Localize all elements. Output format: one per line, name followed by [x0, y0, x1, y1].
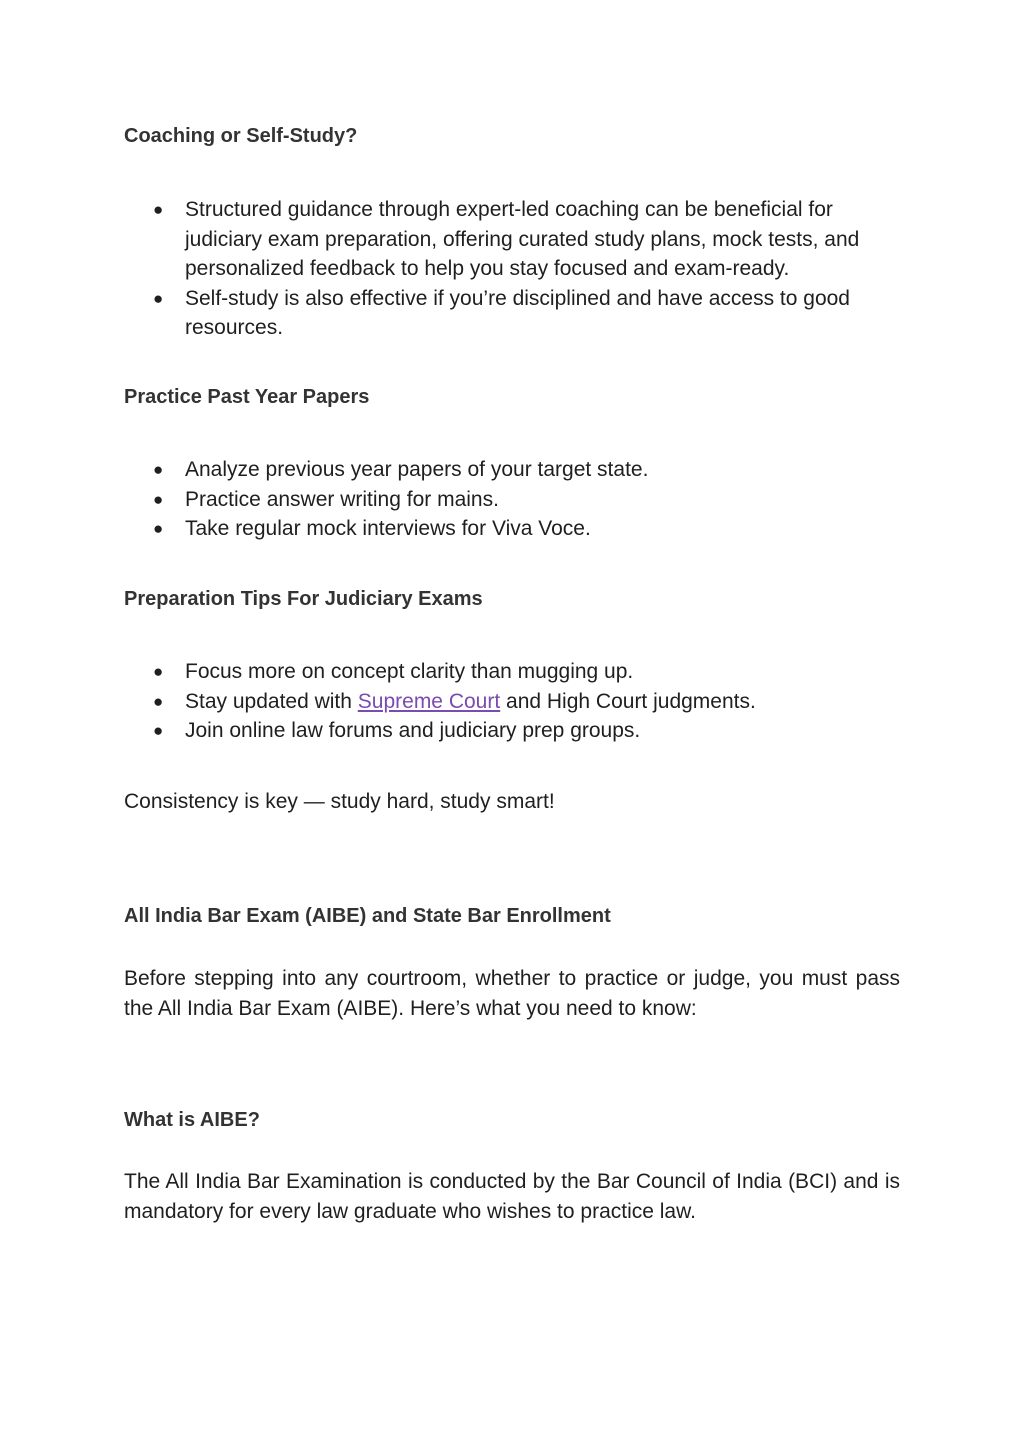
list-item — [124, 195, 900, 284]
list-item-text: Take regular mock interviews for Viva Voce. — [185, 517, 591, 540]
heading-what-is-aibe: What is AIBE? — [124, 1109, 260, 1131]
list-item-text: Analyze previous year papers of your target state. — [185, 458, 649, 481]
list-item — [124, 455, 900, 485]
bullet-dot: ● — [153, 288, 164, 308]
list-item-text: Focus more on concept clarity than mugging up. — [185, 660, 634, 683]
what-is-aibe-paragraph: The All India Bar Examination is conducted by the Bar Council of India (BCI) and is mandatory for every law graduate who wishes to practice law. — [124, 1170, 900, 1223]
list-item-text-before-link: Stay updated with — [185, 689, 358, 713]
bullet-dot: ● — [153, 721, 164, 740]
supreme-court-link[interactable]: Supreme Court — [357, 689, 501, 713]
closing-statement: Consistency is key — study hard, study smart! — [124, 790, 555, 813]
list-item — [124, 485, 900, 515]
coaching-bullet-list — [124, 195, 900, 343]
list-item — [124, 687, 900, 717]
list-item-text: Self-study is also effective if you’re disciplined and have access to good resources. — [185, 286, 850, 339]
heading-past-papers: Practice Past Year Papers — [124, 386, 370, 408]
list-item — [124, 716, 900, 746]
bullet-dot: ● — [153, 519, 164, 538]
list-item — [124, 284, 900, 343]
heading-coaching: Coaching or Self-Study? — [124, 125, 358, 147]
tips-bullet-list — [124, 657, 900, 746]
list-item-text: Practice answer writing for mains. — [185, 487, 499, 511]
bullet-dot: ● — [153, 200, 164, 219]
bullet-dot: ● — [153, 691, 164, 711]
past-papers-bullet-list — [124, 455, 900, 544]
bullet-dot: ● — [153, 489, 164, 509]
list-item — [124, 657, 900, 687]
heading-preparation-tips: Preparation Tips For Judiciary Exams — [124, 588, 483, 610]
bullet-dot: ● — [153, 662, 164, 681]
heading-aibe: All India Bar Exam (AIBE) and State Bar Enrollment — [124, 905, 611, 927]
bullet-dot: ● — [153, 460, 164, 479]
list-item-text: Structured guidance through expert-led coaching can be beneficial for judiciary exam preparation, offering curated study plans, mock tests, and personalized feedback to help you stay focused and exam-ready. — [185, 198, 860, 280]
list-item — [124, 514, 900, 544]
aibe-paragraph: Before stepping into any courtroom, whether to practice or judge, you must pass the All India Bar Exam (AIBE). Here’s what you need to know: — [124, 967, 900, 1020]
list-item-text: Join online law forums and judiciary prep groups. — [185, 719, 641, 742]
list-item-text-after-link: and High Court judgments. — [500, 689, 756, 713]
